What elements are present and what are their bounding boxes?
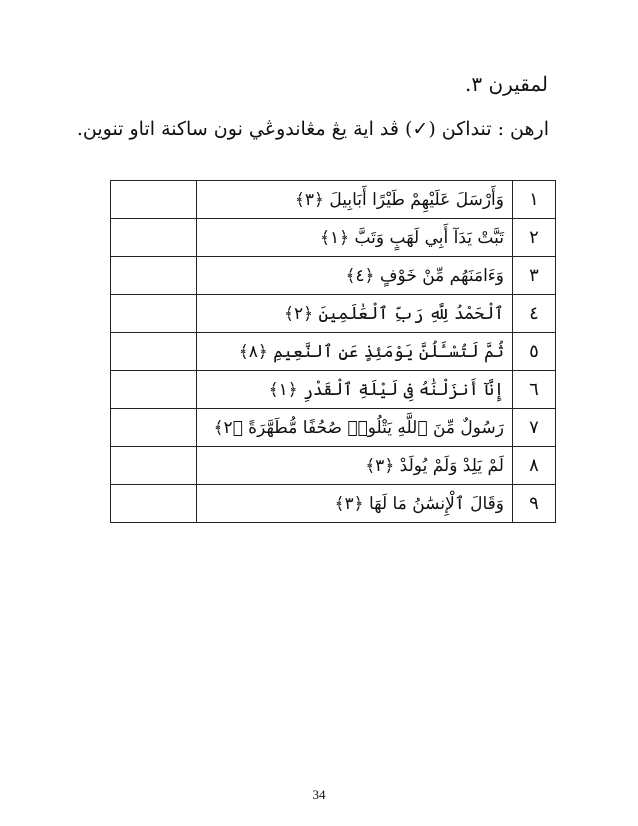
- verse-text: وَأَرْسَلَ عَلَيْهِمْ طَيْرًا أَبَابِيلَ ﴿٣﴾: [197, 181, 513, 219]
- verse-text: لَمْ يَلِدْ وَلَمْ يُولَدْ ﴿٣﴾: [197, 447, 513, 485]
- row-number: ١: [513, 181, 556, 219]
- row-number: ٧: [513, 409, 556, 447]
- answer-cell[interactable]: [111, 447, 197, 485]
- table-row: [111, 257, 556, 295]
- verse-text: وَقَالَ ٱلْإِنسَٰنُ مَا لَهَا ﴿٣﴾: [197, 485, 513, 523]
- table-row: [111, 409, 556, 447]
- row-number: ٦: [513, 371, 556, 409]
- table-row: [111, 181, 556, 219]
- row-number: ٤: [513, 295, 556, 333]
- answer-cell[interactable]: [111, 181, 197, 219]
- answer-cell[interactable]: [111, 257, 197, 295]
- table-row: [111, 447, 556, 485]
- verse-text: ثُمَّ لَتُسْـَٔلُنَّ يَوْمَئِذٍ عَنِ ٱلنَّعِيمِ ﴿٨﴾: [197, 333, 513, 371]
- table-row: [111, 295, 556, 333]
- verse-text: ٱلْحَمْدُ لِلَّهِ رَبِّ ٱلْعَٰلَمِينَ ﴿٢﴾: [197, 295, 513, 333]
- answer-cell[interactable]: [111, 371, 197, 409]
- row-number: ٩: [513, 485, 556, 523]
- table-row: [111, 219, 556, 257]
- answer-cell[interactable]: [111, 409, 197, 447]
- verse-text: إِنَّآ أَنزَلْنَٰهُ فِى لَيْلَةِ ٱلْقَدْرِ ﴿١﴾: [197, 371, 513, 409]
- instruction-text: ارهن : تنداكن (✓) ڤد اية يڠ مڠاندوڠي نون ساكنة اتاو تنوين.: [76, 118, 549, 140]
- section-title: لمقيرن ٣.: [465, 72, 548, 96]
- row-number: ٣: [513, 257, 556, 295]
- answer-cell[interactable]: [111, 333, 197, 371]
- answer-cell[interactable]: [111, 219, 197, 257]
- table-row: [111, 333, 556, 371]
- row-number: ٨: [513, 447, 556, 485]
- exercise-table: [110, 180, 556, 523]
- page-number: 34: [312, 787, 326, 802]
- row-number: ٢: [513, 219, 556, 257]
- row-number: ٥: [513, 333, 556, 371]
- answer-cell[interactable]: [111, 485, 197, 523]
- verse-text: تَبَّتْ يَدَآ أَبِي لَهَبٍ وَتَبَّ ﴿١﴾: [197, 219, 513, 257]
- verse-text: رَسُولٌ مِّنَ ٱللَّهِ يَتْلُوا۟ صُحُفًا مُّطَهَّرَةً ﴿٢﴾: [197, 409, 513, 447]
- table-row: [111, 371, 556, 409]
- table-row: [111, 485, 556, 523]
- verse-text: وَءَامَنَهُم مِّنْ خَوْفٍ ﴿٤﴾: [197, 257, 513, 295]
- answer-cell[interactable]: [111, 295, 197, 333]
